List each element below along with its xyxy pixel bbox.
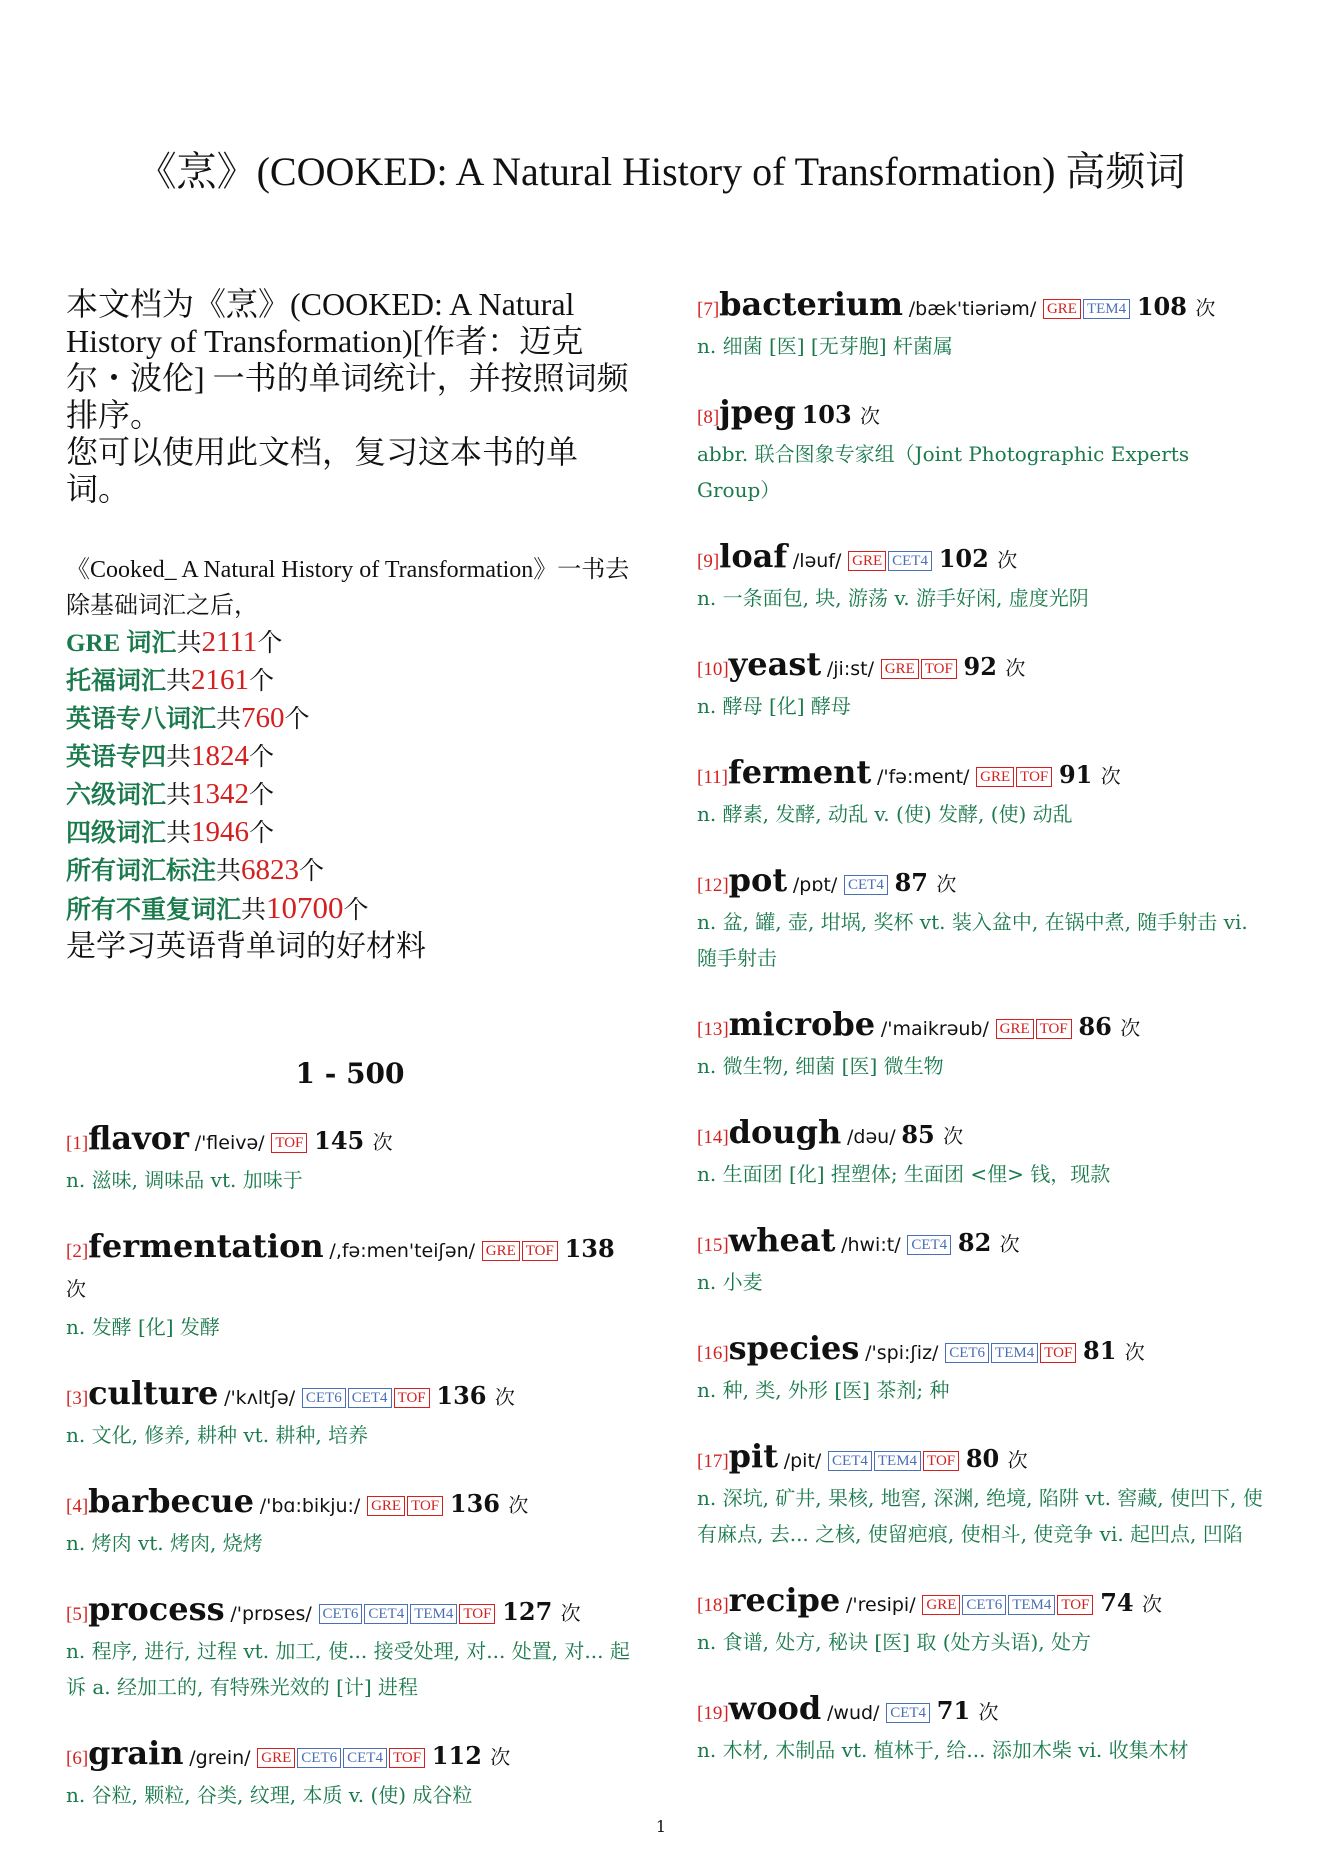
entry-count: [450, 1489, 528, 1518]
entry-word: culture: [88, 1374, 219, 1412]
entry-header: [697, 286, 1267, 328]
tag-cet4: CET4: [907, 1235, 951, 1255]
entry-phonetic: /ləuf/: [792, 550, 842, 572]
intro-line-1: 本文档为《烹》(COOKED: A Natural History of Transformation)[作者：迈克尔・波伦] 一书的单词统计，并按照词频排序。: [66, 286, 629, 433]
tag-tof: TOF: [923, 1451, 959, 1471]
tag-cet6: CET6: [297, 1748, 341, 1768]
tag-tof: TOF: [921, 659, 957, 679]
entry-definition: n. 深坑, 矿井, 果核, 地窖, 深渊, 绝境, 陷阱 vt. 窖藏, 使凹下, 使有麻点, 去... 之核, 使留疤痕, 使相斗, 使竞争 vi. 起凹点, 凹陷: [697, 1486, 1263, 1546]
word-entry: [697, 1222, 1267, 1300]
stat-label: 所有不重复词汇: [66, 897, 242, 924]
count-value: 71: [936, 1696, 971, 1725]
word-entry: [697, 394, 1267, 508]
stats-closing: 是学习英语背单词的好材料: [66, 930, 426, 963]
count-value: 108: [1136, 292, 1187, 321]
count-value: 127: [502, 1597, 553, 1626]
word-entry: [66, 1120, 634, 1198]
tag-cet4: CET4: [828, 1451, 872, 1471]
entry-count: [314, 1126, 392, 1155]
count-value: 81: [1083, 1336, 1117, 1365]
tag-tof: TOF: [522, 1241, 558, 1261]
entry-header: [66, 1735, 634, 1777]
entry-index: [9]: [697, 551, 720, 572]
range-heading: 1 - 500: [295, 1057, 405, 1090]
stat-unit: 个: [249, 744, 275, 771]
tag-cet6: CET6: [319, 1604, 363, 1624]
entry-word: pot: [728, 861, 788, 899]
entry-phonetic: /dəu/: [847, 1126, 896, 1148]
tag-gre: GRE: [996, 1019, 1034, 1039]
entry-word: jpeg: [719, 393, 796, 431]
entry-index: [6]: [66, 1748, 89, 1769]
word-entry: [66, 1735, 634, 1813]
entry-word: bacterium: [719, 285, 904, 323]
tag-gre: GRE: [1043, 299, 1081, 319]
count-unit: 次: [1007, 1448, 1028, 1472]
entry-index: [10]: [697, 659, 729, 680]
stat-suffix: 共: [166, 820, 192, 847]
entries-right: [697, 286, 1267, 1768]
count-unit: 次: [1005, 656, 1026, 680]
entry-phonetic: /bæk'tiəriəm/: [908, 298, 1037, 320]
stat-suffix: 共: [166, 744, 192, 771]
stat-line: [66, 776, 634, 814]
entry-word: dough: [728, 1113, 842, 1151]
stat-suffix: 共: [166, 782, 192, 809]
entry-index: [12]: [697, 875, 729, 896]
tag-tof: TOF: [271, 1133, 307, 1153]
word-entry: [697, 754, 1267, 832]
entry-phonetic: /'fleivə/: [194, 1132, 265, 1154]
tag-cet4: CET4: [844, 875, 888, 895]
entry-index: [15]: [697, 1235, 729, 1256]
entry-definition: n. 盆, 罐, 壶, 坩埚, 奖杯 vt. 装入盆中, 在锅中煮, 随手射击 vi. 随手射击: [697, 910, 1248, 970]
stat-label: GRE 词汇: [66, 630, 177, 657]
entry-definition: n. 程序, 进行, 过程 vt. 加工, 使... 接受处理, 对... 处置, 对... 起诉 a. 经加工的, 有特殊光效的 [计] 进程: [66, 1639, 630, 1699]
entry-header: [66, 1228, 634, 1309]
count-value: 103: [801, 400, 852, 429]
entry-definition: n. 文化, 修养, 耕种 vt. 耕种, 培养: [66, 1423, 369, 1447]
word-entry: [697, 1690, 1267, 1768]
tag-tof: TOF: [1040, 1343, 1076, 1363]
stat-unit: 个: [249, 820, 275, 847]
entry-count: [1100, 1588, 1162, 1617]
entry-count: [1059, 760, 1121, 789]
word-entry: [697, 1006, 1267, 1084]
count-value: 80: [965, 1444, 1000, 1473]
entry-word: pit: [728, 1437, 778, 1475]
count-unit: 次: [943, 1124, 964, 1148]
entry-header: [697, 1690, 1267, 1732]
count-unit: 次: [560, 1601, 581, 1625]
count-value: 136: [449, 1489, 500, 1518]
page-title: 《烹》(COOKED: A Natural History of Transformation) 高频词: [136, 149, 1186, 194]
word-entry: [697, 1582, 1267, 1660]
entry-count: [1083, 1336, 1145, 1365]
tag-gre: GRE: [848, 551, 886, 571]
entry-index: [2]: [66, 1241, 89, 1262]
stats-intro: 《Cooked_ A Natural History of Transformation》一书去除基础词汇之后，: [66, 557, 630, 619]
stat-unit: 个: [249, 782, 275, 809]
entry-phonetic: /pɒt/: [792, 874, 838, 896]
stat-number: 760: [241, 702, 285, 734]
stat-label: 英语专四: [66, 744, 167, 771]
intro-paragraph: [66, 286, 634, 508]
entry-phonetic: /ji:st/: [826, 658, 874, 680]
entry-word: flavor: [88, 1119, 189, 1157]
entry-word: barbecue: [88, 1482, 254, 1520]
entry-index: [16]: [697, 1343, 729, 1364]
stat-suffix: 共: [166, 668, 192, 695]
stat-number: 10700: [266, 890, 344, 925]
entry-word: loaf: [719, 537, 788, 575]
entry-header: [697, 1006, 1267, 1048]
entry-index: [19]: [697, 1703, 729, 1724]
entry-index: [13]: [697, 1019, 729, 1040]
entry-word: ferment: [727, 753, 872, 791]
count-unit: 次: [999, 1232, 1020, 1256]
entry-count: [1078, 1012, 1140, 1041]
count-unit: 次: [936, 872, 957, 896]
count-value: 102: [938, 544, 989, 573]
entry-index: [17]: [697, 1451, 729, 1472]
count-unit: 次: [1100, 764, 1121, 788]
word-entry: [66, 1591, 634, 1705]
tag-tof: TOF: [1016, 767, 1052, 787]
count-value: 82: [957, 1228, 992, 1257]
word-entry: [697, 1330, 1267, 1408]
stat-line: [66, 624, 634, 662]
count-value: 92: [963, 652, 997, 681]
stat-number: 1342: [191, 778, 250, 810]
tag-tof: TOF: [394, 1388, 430, 1408]
count-unit: 次: [490, 1745, 511, 1769]
stat-unit: 个: [299, 858, 325, 885]
entry-word: yeast: [728, 645, 822, 683]
stat-unit: 个: [284, 706, 310, 733]
tag-cet4: CET4: [348, 1388, 392, 1408]
entry-count: [1137, 292, 1215, 321]
tag-tof: TOF: [1036, 1019, 1072, 1039]
stat-line: [66, 662, 634, 700]
entry-word: species: [728, 1329, 860, 1367]
entry-count: [895, 868, 957, 897]
entry-header: [697, 1114, 1267, 1156]
word-entry: [66, 1483, 634, 1561]
entry-header: [697, 754, 1267, 796]
stat-suffix: 共: [176, 630, 202, 657]
entry-definition: n. 食谱, 处方, 秘诀 [医] 取 (处方头语), 处方: [697, 1630, 1092, 1654]
tag-cet6: CET6: [945, 1343, 989, 1363]
entry-definition: n. 种, 类, 外形 [医] 茶剂; 种: [697, 1378, 950, 1402]
entry-phonetic: /'maikrəub/: [880, 1018, 989, 1040]
count-value: 86: [1078, 1012, 1112, 1041]
stat-unit: 个: [249, 668, 275, 695]
stat-suffix: 共: [216, 858, 242, 885]
entry-count: [964, 652, 1026, 681]
entry-definition: n. 酵素, 发酵, 动乱 v. (使) 发酵, (使) 动乱: [697, 802, 1073, 826]
entry-word: process: [88, 1590, 225, 1628]
tag-cet6: CET6: [962, 1595, 1006, 1615]
vocabulary-stats: [66, 552, 634, 965]
count-unit: 次: [860, 404, 881, 428]
word-entry: [66, 1228, 634, 1345]
entry-count: [502, 1597, 580, 1626]
entry-index: [3]: [66, 1388, 89, 1409]
entry-header: [697, 538, 1267, 580]
entry-header: [66, 1591, 634, 1633]
tag-cet6: CET6: [302, 1388, 346, 1408]
count-value: 112: [431, 1741, 482, 1770]
stat-number: 2161: [191, 664, 250, 696]
left-column: [66, 286, 634, 1813]
stat-line: [66, 814, 634, 852]
word-entry: [697, 538, 1267, 616]
tag-tof: TOF: [459, 1604, 495, 1624]
entry-definition: n. 木材, 木制品 vt. 植林于, 给... 添加木柴 vi. 收集木材: [697, 1738, 1189, 1762]
entry-phonetic: /wud/: [827, 1702, 880, 1724]
entry-header: [66, 1375, 634, 1417]
entry-index: [1]: [66, 1133, 89, 1154]
stat-line: [66, 700, 634, 738]
entry-phonetic: /'kʌltʃə/: [224, 1387, 296, 1409]
count-unit: 次: [494, 1385, 515, 1409]
entry-definition: n. 滋味, 调味品 vt. 加味于: [66, 1168, 303, 1192]
stat-number: 1824: [191, 740, 250, 772]
count-unit: 次: [1120, 1016, 1141, 1040]
tag-tem4: TEM4: [1083, 299, 1130, 319]
count-unit: 次: [997, 548, 1018, 572]
stat-number: 1946: [191, 816, 250, 848]
tag-tem4: TEM4: [1008, 1595, 1055, 1615]
stat-number: 2111: [201, 626, 258, 658]
intro-line-2: 您可以使用此文档，复习这本书的单词。: [66, 434, 579, 507]
entry-definition: n. 小麦: [697, 1270, 763, 1294]
tag-gre: GRE: [922, 1595, 960, 1615]
count-value: 136: [436, 1381, 487, 1410]
stat-label: 英语专八词汇: [66, 706, 217, 733]
entry-phonetic: /'prɒses/: [230, 1603, 312, 1625]
entry-header: [697, 646, 1267, 688]
stat-suffix: 共: [241, 897, 267, 924]
entry-index: [5]: [66, 1604, 89, 1625]
tag-gre: GRE: [257, 1748, 295, 1768]
entry-word: wheat: [728, 1221, 836, 1259]
entry-index: [4]: [66, 1496, 89, 1517]
word-entry: [697, 646, 1267, 724]
entry-phonetic: /hwi:t/: [841, 1234, 901, 1256]
page-number: 1: [655, 1817, 667, 1836]
stat-line: [66, 890, 634, 929]
entry-count: [436, 1381, 514, 1410]
entry-header: [697, 862, 1267, 904]
tag-tof: TOF: [389, 1748, 425, 1768]
count-value: 138: [564, 1234, 615, 1263]
entry-index: [14]: [697, 1127, 729, 1148]
tag-gre: GRE: [976, 767, 1014, 787]
tag-cet4: CET4: [364, 1604, 408, 1624]
count-unit: 次: [508, 1493, 529, 1517]
entry-definition: n. 一条面包, 块, 游荡 v. 游手好闲, 虚度光阴: [697, 586, 1089, 610]
entry-word: fermentation: [88, 1227, 324, 1265]
tag-tem4: TEM4: [874, 1451, 921, 1471]
entry-index: [11]: [697, 767, 728, 788]
word-entry: [697, 286, 1267, 364]
tag-tof: TOF: [1057, 1595, 1093, 1615]
count-value: 91: [1058, 760, 1093, 789]
stat-label: 四级词汇: [66, 820, 167, 847]
count-value: 145: [314, 1126, 365, 1155]
entry-phonetic: /grein/: [189, 1747, 251, 1769]
stat-line: [66, 738, 634, 776]
count-unit: 次: [1141, 1592, 1162, 1616]
stat-unit: 个: [343, 897, 369, 924]
entry-header: [697, 1582, 1267, 1624]
stat-line: [66, 852, 634, 890]
entry-word: wood: [728, 1689, 822, 1727]
entry-header: [697, 1438, 1267, 1480]
count-value: 87: [894, 868, 928, 897]
entry-phonetic: /,fə:men'teiʃən/: [329, 1240, 476, 1262]
stat-label: 六级词汇: [66, 782, 167, 809]
entry-phonetic: /'resipi/: [845, 1594, 916, 1616]
entry-phonetic: /'bɑ:bikju:/: [259, 1495, 361, 1517]
entry-count: [901, 1120, 963, 1149]
entry-count: [937, 1696, 999, 1725]
count-unit: 次: [978, 1700, 999, 1724]
entry-definition: n. 微生物, 细菌 [医] 微生物: [697, 1054, 944, 1078]
stat-lines: [66, 624, 634, 929]
word-entry: [66, 1375, 634, 1453]
count-value: 85: [901, 1120, 935, 1149]
entry-count: [432, 1741, 510, 1770]
entry-phonetic: /'fə:ment/: [876, 766, 970, 788]
word-entry: [697, 1438, 1267, 1552]
entry-word: grain: [88, 1734, 184, 1772]
entry-count: [958, 1228, 1020, 1257]
entry-header: [697, 1330, 1267, 1372]
entry-header: [66, 1483, 634, 1525]
tag-tof: TOF: [407, 1496, 443, 1516]
entry-index: [7]: [697, 299, 720, 320]
entry-definition: n. 发酵 [化] 发酵: [66, 1315, 220, 1339]
count-unit: 次: [372, 1130, 393, 1154]
word-entry: [697, 1114, 1267, 1192]
entry-header: [66, 1120, 634, 1162]
entry-count: [802, 400, 880, 429]
entry-count: [966, 1444, 1028, 1473]
entry-word: recipe: [728, 1581, 841, 1619]
entry-definition: n. 酵母 [化] 酵母: [697, 694, 851, 718]
count-unit: 次: [1124, 1340, 1145, 1364]
count-value: 74: [1100, 1588, 1134, 1617]
entry-header: [697, 394, 1267, 436]
entry-word: microbe: [728, 1005, 876, 1043]
tag-tem4: TEM4: [991, 1343, 1038, 1363]
entry-definition: abbr. 联合图象专家组（Joint Photographic Experts Group）: [697, 442, 1190, 502]
entry-index: [18]: [697, 1595, 729, 1616]
stat-number: 6823: [241, 854, 300, 886]
count-unit: 次: [1195, 296, 1216, 320]
tag-cet4: CET4: [888, 551, 932, 571]
tag-gre: GRE: [367, 1496, 405, 1516]
entry-phonetic: /'spi:ʃiz/: [865, 1342, 939, 1364]
tag-tem4: TEM4: [410, 1604, 457, 1624]
entry-header: [697, 1222, 1267, 1264]
entry-phonetic: /pit/: [783, 1450, 822, 1472]
tag-gre: GRE: [881, 659, 919, 679]
stat-label: 所有词汇标注: [66, 858, 217, 885]
word-entry: [697, 862, 1267, 976]
entry-definition: n. 细菌 [医] [无芽胞] 杆菌属: [697, 334, 953, 358]
stat-suffix: 共: [216, 706, 242, 733]
stat-label: 托福词汇: [66, 668, 167, 695]
entry-definition: n. 谷粒, 颗粒, 谷类, 纹理, 本质 v. (使) 成谷粒: [66, 1783, 473, 1807]
count-unit: 次: [66, 1277, 86, 1301]
entry-index: [8]: [697, 407, 720, 428]
entry-definition: n. 烤肉 vt. 烤肉, 烧烤: [66, 1531, 263, 1555]
tag-cet4: CET4: [886, 1703, 930, 1723]
tag-gre: GRE: [482, 1241, 520, 1261]
entry-definition: n. 生面团 [化] 捏塑体; 生面团 <俚> 钱，现款: [697, 1162, 1111, 1186]
tag-cet4: CET4: [343, 1748, 387, 1768]
entry-count: [939, 544, 1017, 573]
entries-left: [66, 1120, 634, 1813]
stat-unit: 个: [257, 630, 283, 657]
